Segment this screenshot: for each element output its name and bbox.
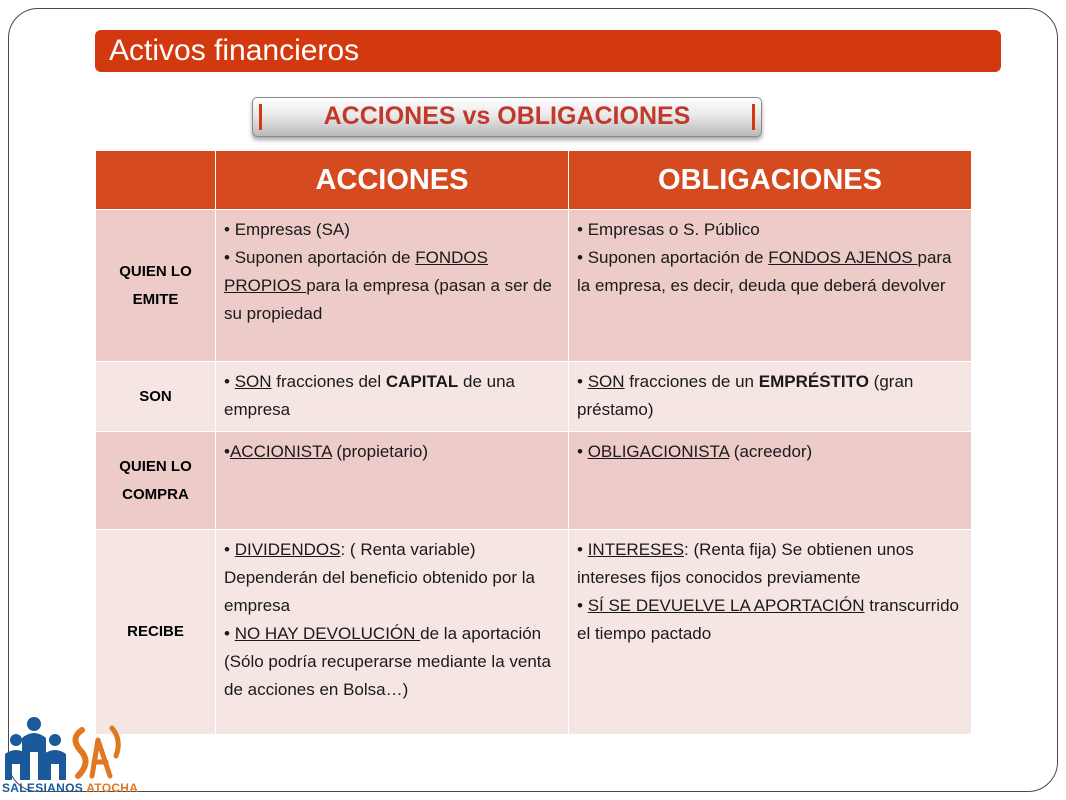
bullet-item: • Suponen aportación de FONDOS PROPIOS para la empresa (pasan a ser de su propiedad (224, 248, 552, 323)
banner-right-accent (752, 104, 755, 130)
logo-text-atocha: ATOCHA (86, 781, 139, 795)
cell-obligaciones (569, 530, 972, 735)
bullet-item: • SÍ SE DEVUELVE LA APORTACIÓN transcurrido el tiempo pactado (577, 596, 959, 643)
bullet-item: • Suponen aportación de FONDOS AJENOS para la empresa, es decir, deuda que deberá devolver (577, 248, 952, 295)
bold-text: CAPITAL (385, 372, 459, 391)
row-label: QUIEN LO EMITE (96, 210, 216, 362)
underlined-text: OBLIGACIONISTA (587, 442, 730, 461)
logo-text (2, 781, 138, 795)
bold-text: EMPRÉSTITO (758, 372, 869, 391)
underlined-text: INTERESES (587, 540, 685, 559)
banner-left-accent (259, 104, 262, 130)
bullet-item: • OBLIGACIONISTA (acreedor) (577, 442, 813, 461)
table-row (96, 210, 972, 362)
bullet-item: • Empresas o S. Público (577, 220, 760, 239)
underlined-text: SON (587, 372, 625, 391)
underlined-text: ACCIONISTA (229, 442, 332, 461)
header-empty (96, 151, 216, 210)
bullet-text: Empresas (SA) (234, 220, 350, 239)
bullet-text: fracciones de un (624, 372, 759, 391)
logo-text-salesianos: SALESIANOS (2, 781, 84, 795)
bullet-text: para la empresa (pasan a ser de su propiedad (224, 276, 552, 323)
cell-acciones (216, 530, 569, 735)
cell-obligaciones (569, 432, 972, 530)
bullet-item: • NO HAY DEVOLUCIÓN de la aportación (Sólo podría recuperarse mediante la venta de acciones en Bolsa…) (224, 624, 551, 699)
bullet-text: Suponen aportación de (234, 248, 416, 267)
bullet-text: : ( Renta variable) Dependerán del beneficio obtenido por la empresa (224, 540, 535, 615)
row-label: QUIEN LO COMPRA (96, 432, 216, 530)
cell-acciones (216, 362, 569, 432)
bullet-item: •ACCIONISTA (propietario) (224, 442, 429, 461)
bullet-text: : (Renta fija) Se obtienen unos intereses fijos conocidos previamente (577, 540, 914, 587)
bullet-item: • SON fracciones del CAPITAL de una empresa (224, 372, 516, 419)
bullet-item: • DIVIDENDOS: ( Renta variable) Dependerán del beneficio obtenido por la empresa (224, 540, 535, 615)
underlined-text: FONDOS AJENOS (768, 248, 918, 267)
underlined-text: FONDOS PROPIOS (224, 248, 488, 295)
bullet-text: fracciones del (271, 372, 386, 391)
comparison-table (95, 150, 972, 735)
cell-obligaciones (569, 210, 972, 362)
cell-acciones (216, 210, 569, 362)
underlined-text: SÍ SE DEVUELVE LA APORTACIÓN (587, 596, 865, 615)
row-label: SON (96, 362, 216, 432)
bullet-item: • Empresas (SA) (224, 220, 350, 239)
subtitle-text: ACCIONES vs OBLIGACIONES (323, 102, 691, 130)
bullet-text: transcurrido el tiempo pactado (577, 596, 959, 643)
cell-obligaciones (569, 362, 972, 432)
bullet-text: (acreedor) (729, 442, 813, 461)
table-row (96, 530, 972, 735)
bullet-item: • INTERESES: (Renta fija) Se obtienen unos intereses fijos conocidos previamente (577, 540, 914, 587)
bullet-item: • SON fracciones de un EMPRÉSTITO (gran préstamo) (577, 372, 914, 419)
bullet-text: Empresas o S. Público (587, 220, 760, 239)
underlined-text: NO HAY DEVOLUCIÓN (234, 624, 421, 643)
bullet-text: de una empresa (224, 372, 516, 419)
bullet-text: de la aportación (Sólo podría recuperarse mediante la venta de acciones en Bolsa…) (224, 624, 551, 699)
cell-acciones (216, 432, 569, 530)
bullet-text: para la empresa, es decir, deuda que deberá devolver (577, 248, 952, 295)
header-acciones: ACCIONES (216, 151, 569, 210)
bullet-text: (propietario) (331, 442, 429, 461)
table-row (96, 362, 972, 432)
header-obligaciones: OBLIGACIONES (569, 151, 972, 210)
table-header-row (96, 151, 972, 210)
underlined-text: SON (234, 372, 272, 391)
subtitle-banner (252, 97, 762, 137)
bullet-text: (gran préstamo) (577, 372, 914, 419)
bullet-text: Suponen aportación de (587, 248, 769, 267)
underlined-text: DIVIDENDOS (234, 540, 341, 559)
row-label: RECIBE (96, 530, 216, 735)
slide-title: Activos financieros (95, 30, 1001, 72)
table-row (96, 432, 972, 530)
